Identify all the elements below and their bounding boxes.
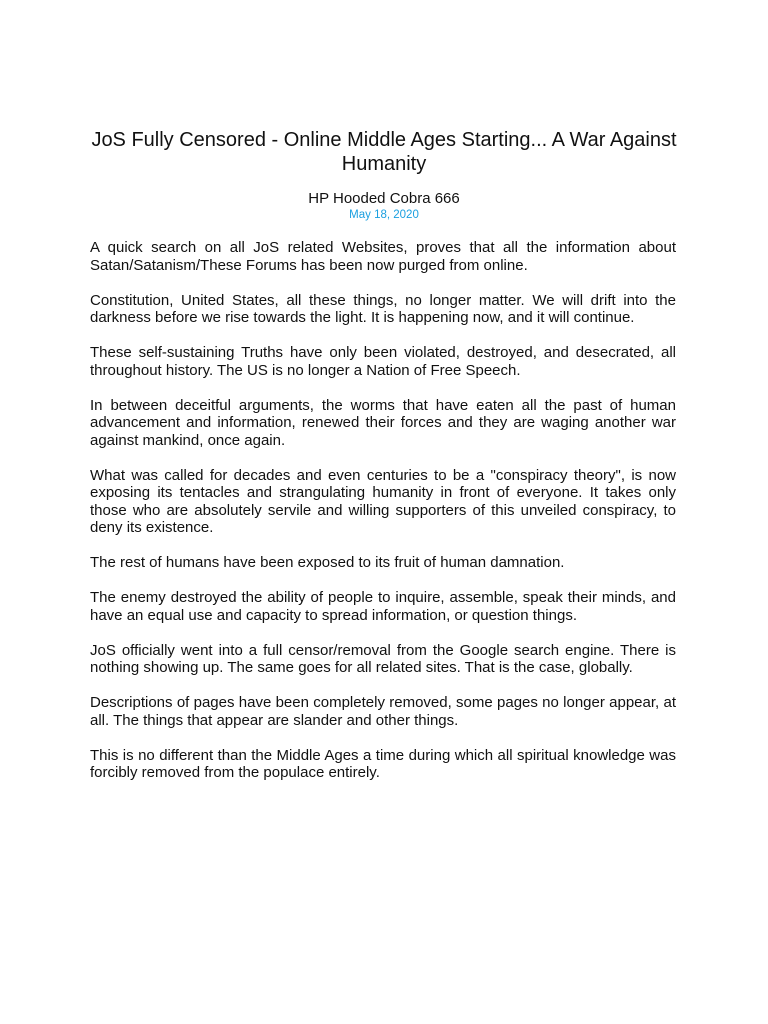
publish-date: May 18, 2020 bbox=[349, 209, 419, 221]
paragraph: The enemy destroyed the ability of people to inquire, assemble, speak their minds, and have an equal use and capacity to spread information, or question things. bbox=[90, 589, 676, 624]
paragraph: The rest of humans have been exposed to its fruit of human damnation. bbox=[90, 554, 565, 571]
author-name: HP Hooded Cobra 666 bbox=[308, 190, 460, 207]
article-body bbox=[90, 239, 676, 799]
paragraph: This is no different than the Middle Ages a time during which all spiritual knowledge was forcibly removed from the populace entirely. bbox=[90, 746, 676, 781]
paragraph: Descriptions of pages have been completely removed, some pages no longer appear, at all. The things that appear are slander and other things. bbox=[90, 694, 676, 729]
paragraph: What was called for decades and even centuries to be a "conspiracy theory", is now exposing its tentacles and strangulating humanity in front of everyone. It takes only those who are absolutely servile and willing supporters of this unveiled conspiracy, to deny its existence. bbox=[90, 466, 676, 536]
paragraph: A quick search on all JoS related Websites, proves that all the information about Satan/Satanism/These Forums has been now purged from online. bbox=[90, 239, 676, 274]
paragraph: JoS officially went into a full censor/removal from the Google search engine. There is nothing showing up. The same goes for all related sites. That is the case, globally. bbox=[90, 641, 676, 676]
document-title: JoS Fully Censored - Online Middle Ages Starting... A War Against Humanity bbox=[91, 129, 677, 175]
paragraph: These self-sustaining Truths have only been violated, destroyed, and desecrated, all throughout history. The US is no longer a Nation of Free Speech. bbox=[90, 344, 676, 379]
paragraph: In between deceitful arguments, the worms that have eaten all the past of human advancement and information, renewed their forces and they are waging another war against mankind, once again. bbox=[90, 396, 676, 449]
paragraph: Constitution, United States, all these things, no longer matter. We will drift into the darkness before we rise towards the light. It is happening now, and it will continue. bbox=[90, 291, 676, 326]
